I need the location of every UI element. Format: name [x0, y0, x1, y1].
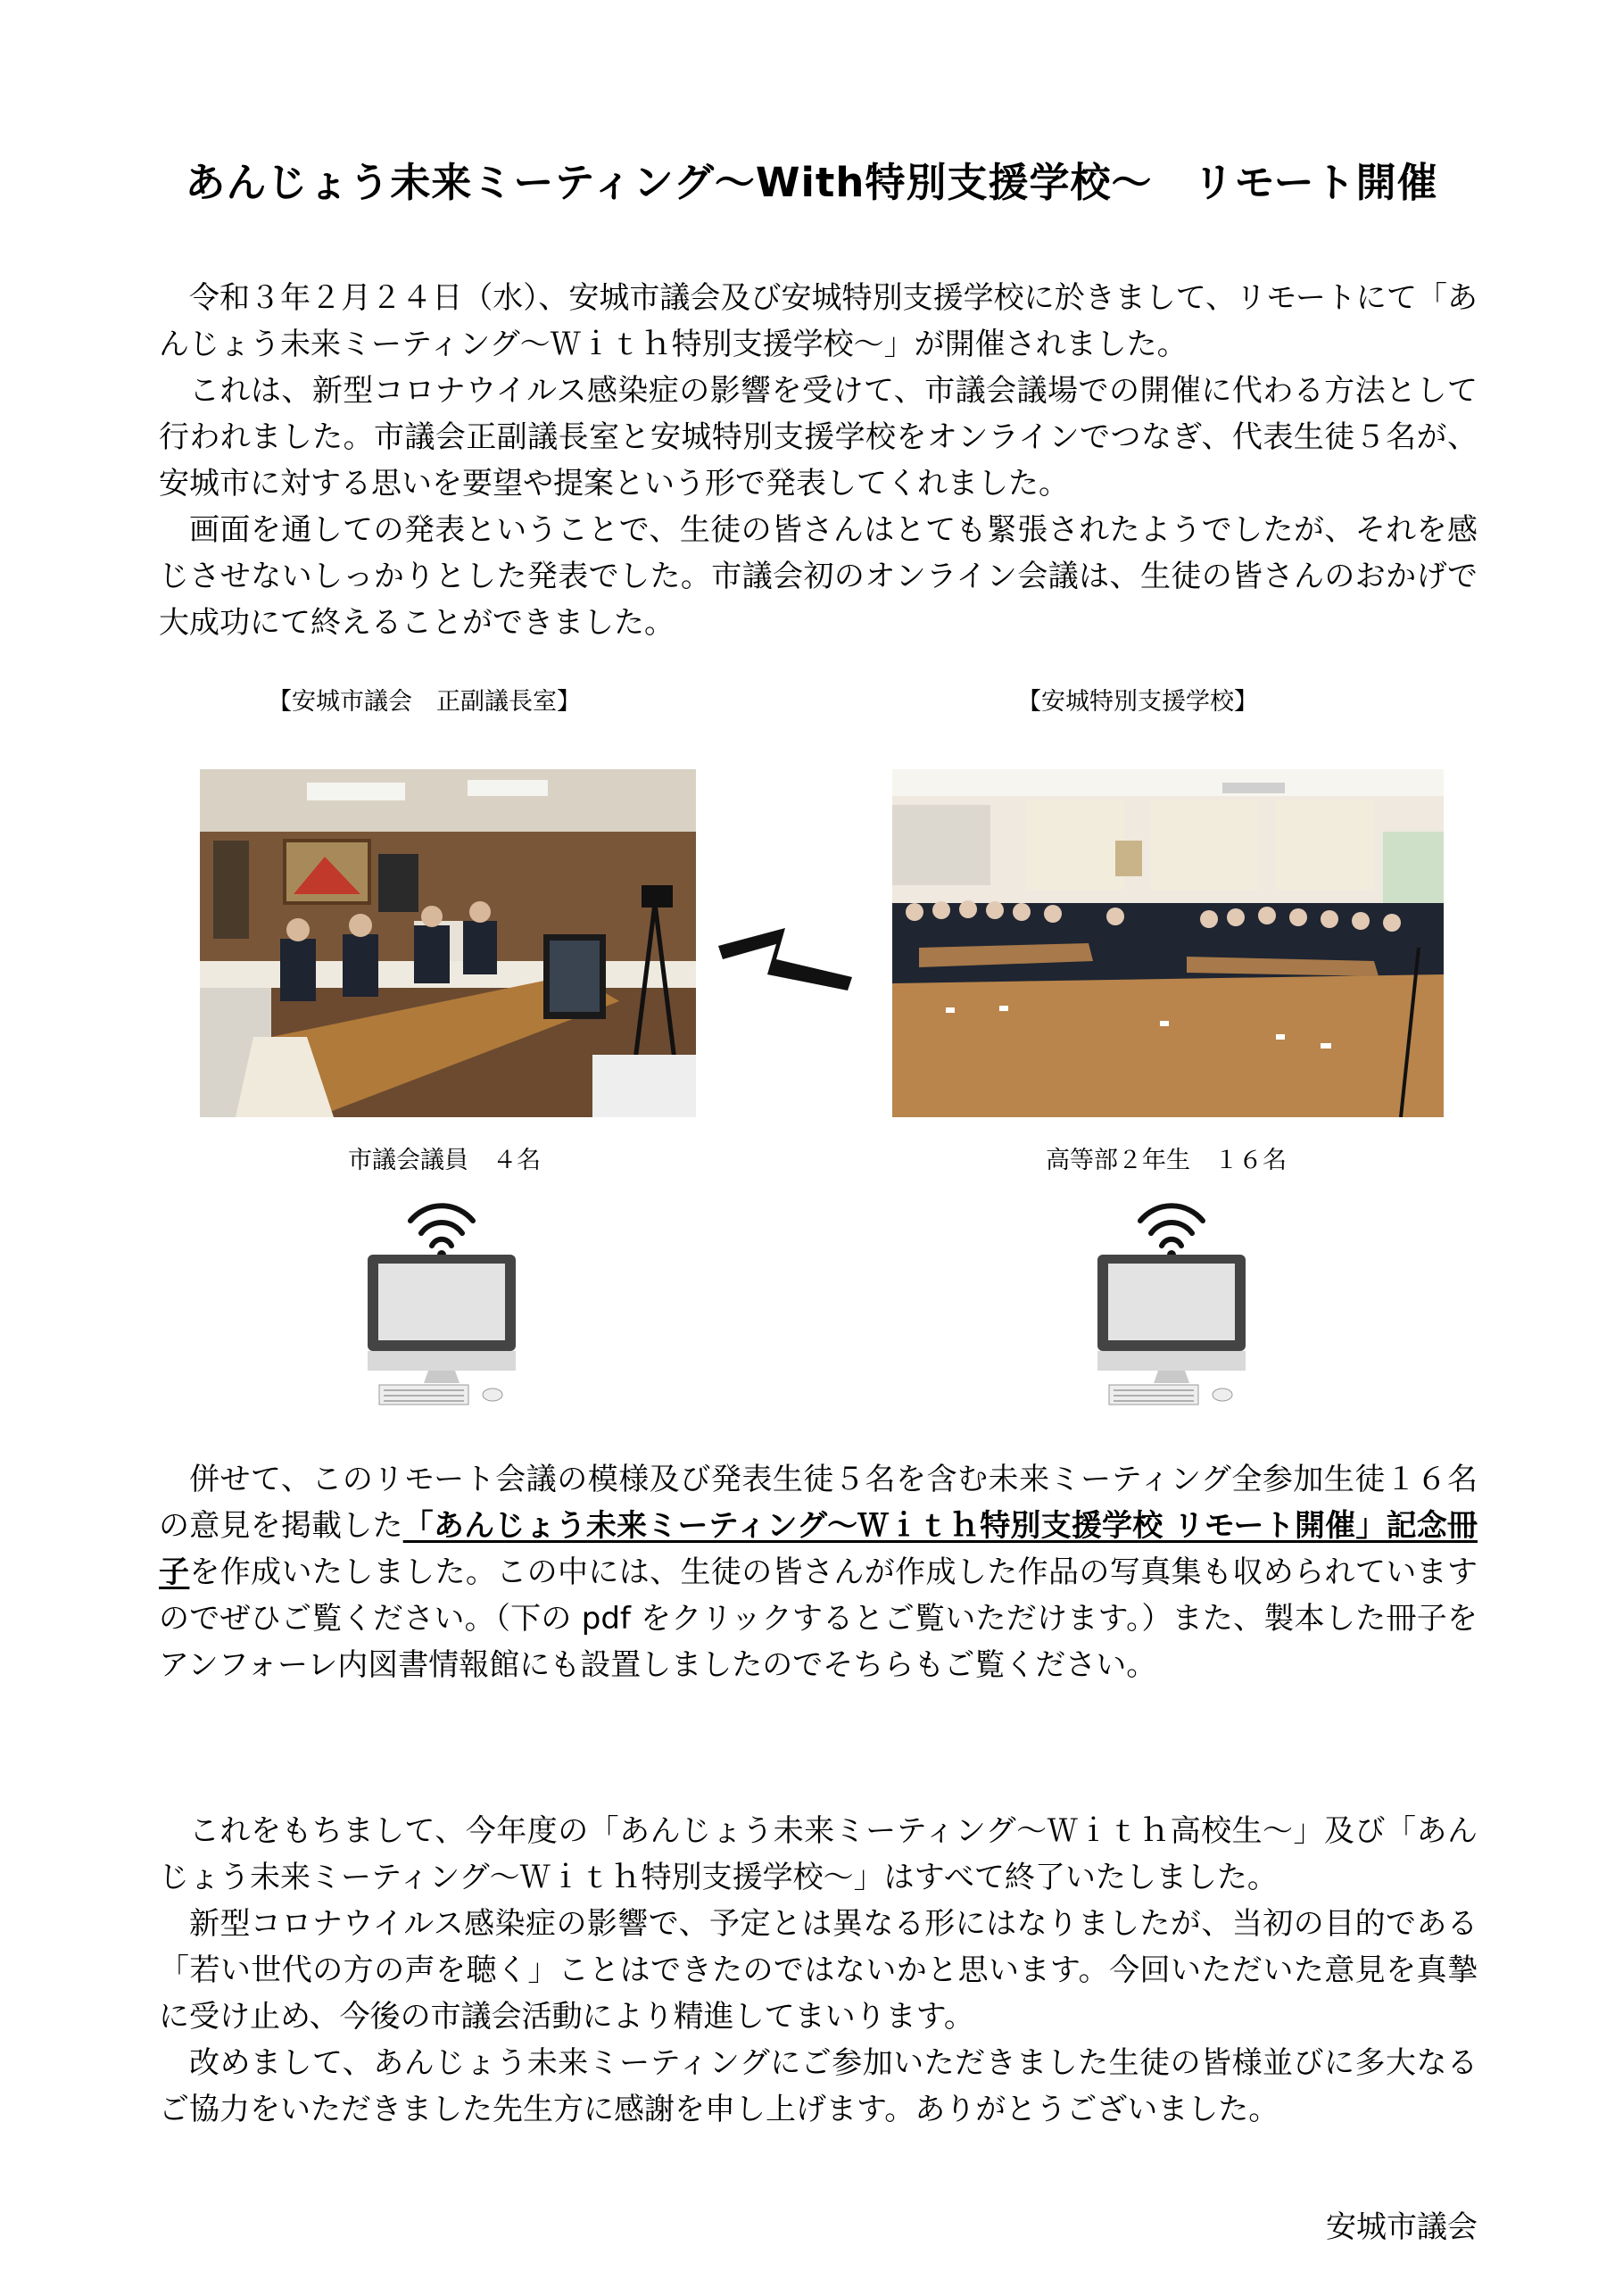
booklet-text-after: を作成いたしました。この中には、生徒の皆さんが作成した作品の写真集も収められていますのでぜひご覧ください。（下の pdf をクリックするとご覧いただけます。）また、製本した冊子をアンフォーレ内図書情報館にも設置しましたのでそちらもご覧ください。 [159, 1554, 1478, 1683]
school-room-image [892, 769, 1444, 1117]
school-room-photo [892, 769, 1444, 1117]
left-photo-caption: 市議会議員 ４名 [348, 1147, 541, 1174]
intro-paragraph: これは、新型コロナウイルス感染症の影響を受けて、市議会議場での開催に代わる方法として行われました。市議会正副議長室と安城特別支援学校をオンラインでつなぎ、代表生徒５名が、安城市に対する思いを要望や提案という形で発表してくれました。 [159, 373, 1478, 501]
connection-bolt-icon [714, 910, 857, 1017]
right-photo-heading: 【安城特別支援学校】 [1017, 688, 1258, 716]
council-room-photo [200, 769, 696, 1117]
closing-section [159, 1808, 1478, 2133]
page-title: あんじょう未来ミーティング〜With特別支援学校〜 リモート開催 [185, 159, 1438, 206]
left-photo-heading: 【安城市議会 正副議長室】 [268, 688, 581, 716]
computer-wifi-icon [1096, 1194, 1247, 1408]
closing-paragraph: 改めまして、あんじょう未来ミーティングにご参加いただきました生徒の皆様並びに多大なるご協力をいただきました先生方に感謝を申し上げます。ありがとうございました。 [159, 2045, 1478, 2127]
intro-paragraph: 令和３年２月２４日（水）、安城市議会及び安城特別支援学校に於きまして、リモートにて「あんじょう未来ミーティング〜Ｗｉｔｈ特別支援学校〜」が開催されました。 [159, 280, 1478, 362]
intro-paragraph: 画面を通しての発表ということで、生徒の皆さんはとても緊張されたようでしたが、それを感じさせないしっかりとした発表でした。市議会初のオンライン会議は、生徒の皆さんのおかげで大成功にて終えることができました。 [159, 512, 1478, 641]
council-room-image [200, 769, 696, 1117]
closing-paragraph: これをもちまして、今年度の「あんじょう未来ミーティング〜Ｗｉｔｈ高校生〜」及び「あんじょう未来ミーティング〜Ｗｉｔｈ特別支援学校〜」はすべて終了いたしました。 [159, 1813, 1478, 1895]
intro-section [159, 275, 1478, 646]
computer-wifi-icon [366, 1194, 518, 1408]
closing-paragraph: 新型コロナウイルス感染症の影響で、予定とは異なる形にはなりましたが、当初の目的である「若い世代の方の声を聴く」ことはできたのではないかと思います。今回いただいた意見を真摯に受け止め、今後の市議会活動により精進してまいります。 [159, 1906, 1478, 2035]
signature: 安城市議会 [1326, 2209, 1478, 2245]
booklet-section [159, 1456, 1478, 1688]
booklet-text-before: 併せて、このリモート会議の模様及び発表生徒５名を含む未来ミーティング全参加生徒１６名の意見を掲載した [159, 1462, 1478, 1544]
booklet-link[interactable]: 「あんじょう未来ミーティング〜Ｗｉｔｈ特別支援学校 リモート開催」記念冊子 [159, 1508, 1478, 1590]
right-photo-caption: 高等部２年生 １６名 [1046, 1147, 1287, 1174]
booklet-paragraph [159, 1456, 1478, 1688]
